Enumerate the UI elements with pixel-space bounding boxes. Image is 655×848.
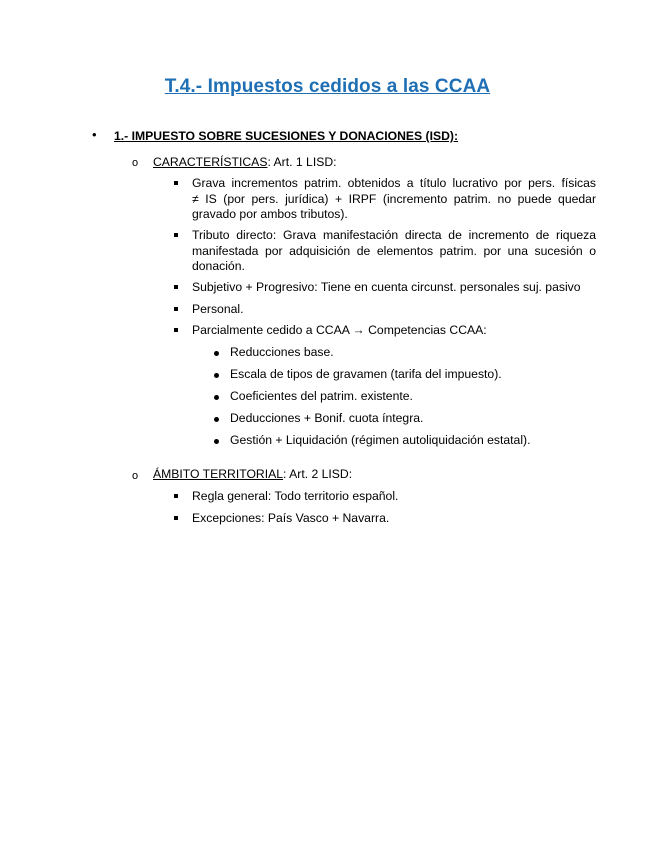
subsection-label: CARACTERÍSTICAS [153, 155, 268, 169]
list-item-line: Tributo directo: Grava manifestación directa de incremento de riqueza [192, 228, 596, 242]
bullet-dot-icon [214, 395, 219, 400]
bullet-square-icon [174, 516, 178, 520]
bullet-square-icon [174, 233, 178, 237]
sub-list-item: Escala de tipos de gravamen (tarifa del impuesto). [230, 367, 502, 381]
list-item: Personal. [192, 302, 244, 316]
list-item: Excepciones: País Vasco + Navarra. [192, 511, 390, 525]
subsection-label: ÁMBITO TERRITORIAL [153, 467, 284, 481]
bullet-square-icon [174, 494, 178, 498]
bullet-square-icon [174, 285, 178, 289]
page-title: T.4.- Impuestos cedidos a las CCAA [164, 76, 491, 97]
sub-list-item: Deducciones + Bonif. cuota íntegra. [230, 411, 424, 425]
bullet-square-icon [174, 181, 178, 185]
list-item: Subjetivo + Progresivo: Tiene en cuenta circunst. personales suj. pasivo [192, 280, 581, 294]
sub-list-item: Coeficientes del patrim. existente. [230, 389, 413, 403]
bullet-dot-icon [214, 439, 219, 444]
bullet-dot-icon [214, 373, 219, 378]
list-item [192, 176, 596, 223]
list-item-line: ≠ IS (por pers. jurídica) + IRPF (incremento patrim. no puede quedar [192, 191, 596, 206]
bullet-dot-icon [214, 417, 219, 422]
subsection-ref: : Art. 2 LISD: [283, 467, 353, 481]
list-item [192, 228, 596, 275]
list-item: Regla general: Todo territorio español. [192, 489, 399, 503]
subsection-caracteristicas [153, 155, 337, 171]
bullet-dot-icon: • [92, 127, 97, 142]
subsection-ref: : Art. 1 LISD: [267, 155, 337, 169]
bullet-square-icon [174, 328, 178, 332]
list-item-line: gravado por ambos tributos). [192, 207, 348, 221]
sub-list-item: Reducciones base. [230, 345, 334, 359]
list-item-line: Grava incrementos patrim. obtenidos a título lucrativo por pers. físicas [192, 176, 596, 190]
sub-list-item: Gestión + Liquidación (régimen autoliquidación estatal). [230, 433, 531, 447]
bullet-dot-icon [214, 351, 219, 356]
subsection-ambito [153, 467, 352, 483]
bullet-circle-icon: o [132, 470, 139, 482]
section-heading: 1.- IMPUESTO SOBRE SUCESIONES Y DONACIONES (ISD): [114, 129, 459, 143]
list-item-line: donación. [192, 259, 245, 273]
list-item-line: manifestada por adquisición de elementos patrim. por una sucesión o [192, 243, 596, 258]
bullet-circle-icon: o [132, 157, 139, 169]
list-item: Parcialmente cedido a CCAA → Competencias CCAA: [192, 323, 487, 337]
bullet-square-icon [174, 307, 178, 311]
